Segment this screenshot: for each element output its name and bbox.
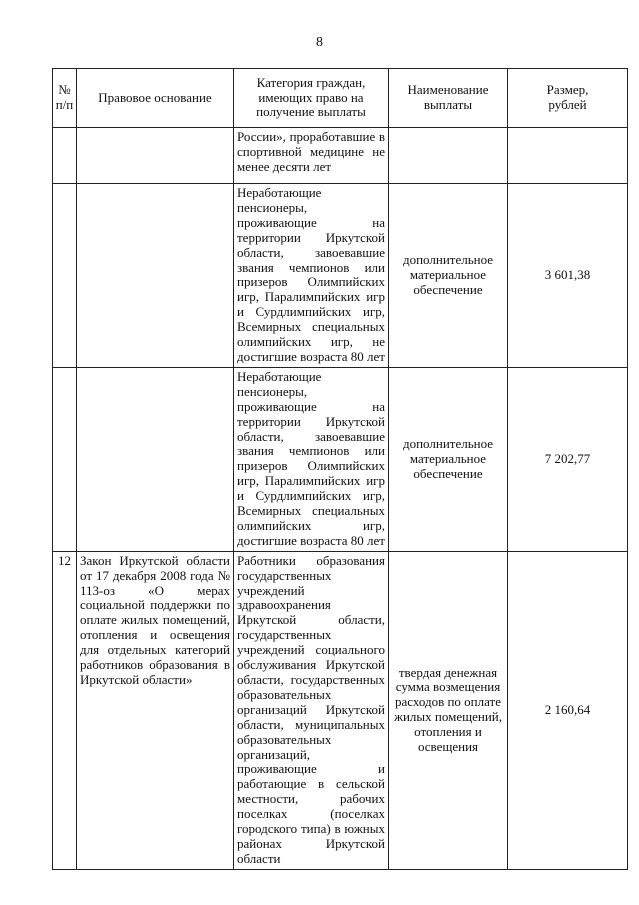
legal-basis-cell <box>77 184 234 368</box>
header-number: № п/п <box>53 69 77 128</box>
category-cell: Неработающие пенсионеры, проживающие на территории Иркутской области, завоевавшие звания чемпионов или призеров Олимпийских игр, Паралимпийских игр и Сурдлимпийских игр, Всемирных специальных олимпийских игр, не достигшие возраста 80 лет <box>234 184 389 368</box>
amount-cell: 2 160,64 <box>508 551 628 869</box>
payment-name-cell: твердая денежная сумма возмещения расходов по оплате жилых помещений, отопления и освещения <box>389 551 508 869</box>
amount-cell: 3 601,38 <box>508 184 628 368</box>
header-payment-name: Наименование выплаты <box>389 69 508 128</box>
row-number-cell <box>53 184 77 368</box>
header-category: Категория граждан, имеющих право на получение выплаты <box>234 69 389 128</box>
table-row <box>53 184 628 368</box>
row-number-cell: 12 <box>53 551 77 869</box>
payments-table <box>52 68 628 870</box>
payment-name-cell: дополнительное материальное обеспечение <box>389 184 508 368</box>
category-cell: Работники образования государственных учреждений здравоохранения Иркутской области, государственных учреждений социального обслуживания Иркутской области, государственных образовательных организаций Иркутской области, муниципальных образовательных организаций, проживающие и работающие в сельской местности, рабочих поселках (поселках городского типа) в южных районах Иркутской области <box>234 551 389 869</box>
row-number-cell <box>53 128 77 184</box>
header-amount: Размер, рублей <box>508 69 628 128</box>
table-row <box>53 367 628 551</box>
payment-name-cell <box>389 128 508 184</box>
page-number: 8 <box>316 35 323 50</box>
category-cell: Неработающие пенсионеры, проживающие на территории Иркутской области, завоевавшие звания чемпионов или призеров Олимпийских игр, Паралимпийских игр и Сурдлимпийских игр, Всемирных специальных олимпийских игр, достигшие возраста 80 лет <box>234 367 389 551</box>
amount-cell <box>508 128 628 184</box>
table-row <box>53 128 628 184</box>
payment-name-cell: дополнительное материальное обеспечение <box>389 367 508 551</box>
amount-cell: 7 202,77 <box>508 367 628 551</box>
legal-basis-cell <box>77 367 234 551</box>
category-cell: России», проработавшие в спортивной медицине не менее десяти лет <box>234 128 389 184</box>
legal-basis-cell <box>77 128 234 184</box>
legal-basis-cell: Закон Иркутской области от 17 декабря 2008 года № 113-оз «О мерах социальной поддержки по оплате жилых помещений, отопления и освещения для отдельных категорий работников образования в Иркутской области» <box>77 551 234 869</box>
header-legal-basis: Правовое основание <box>77 69 234 128</box>
table-header-row <box>53 69 628 128</box>
table-row <box>53 551 628 869</box>
row-number-cell <box>53 367 77 551</box>
